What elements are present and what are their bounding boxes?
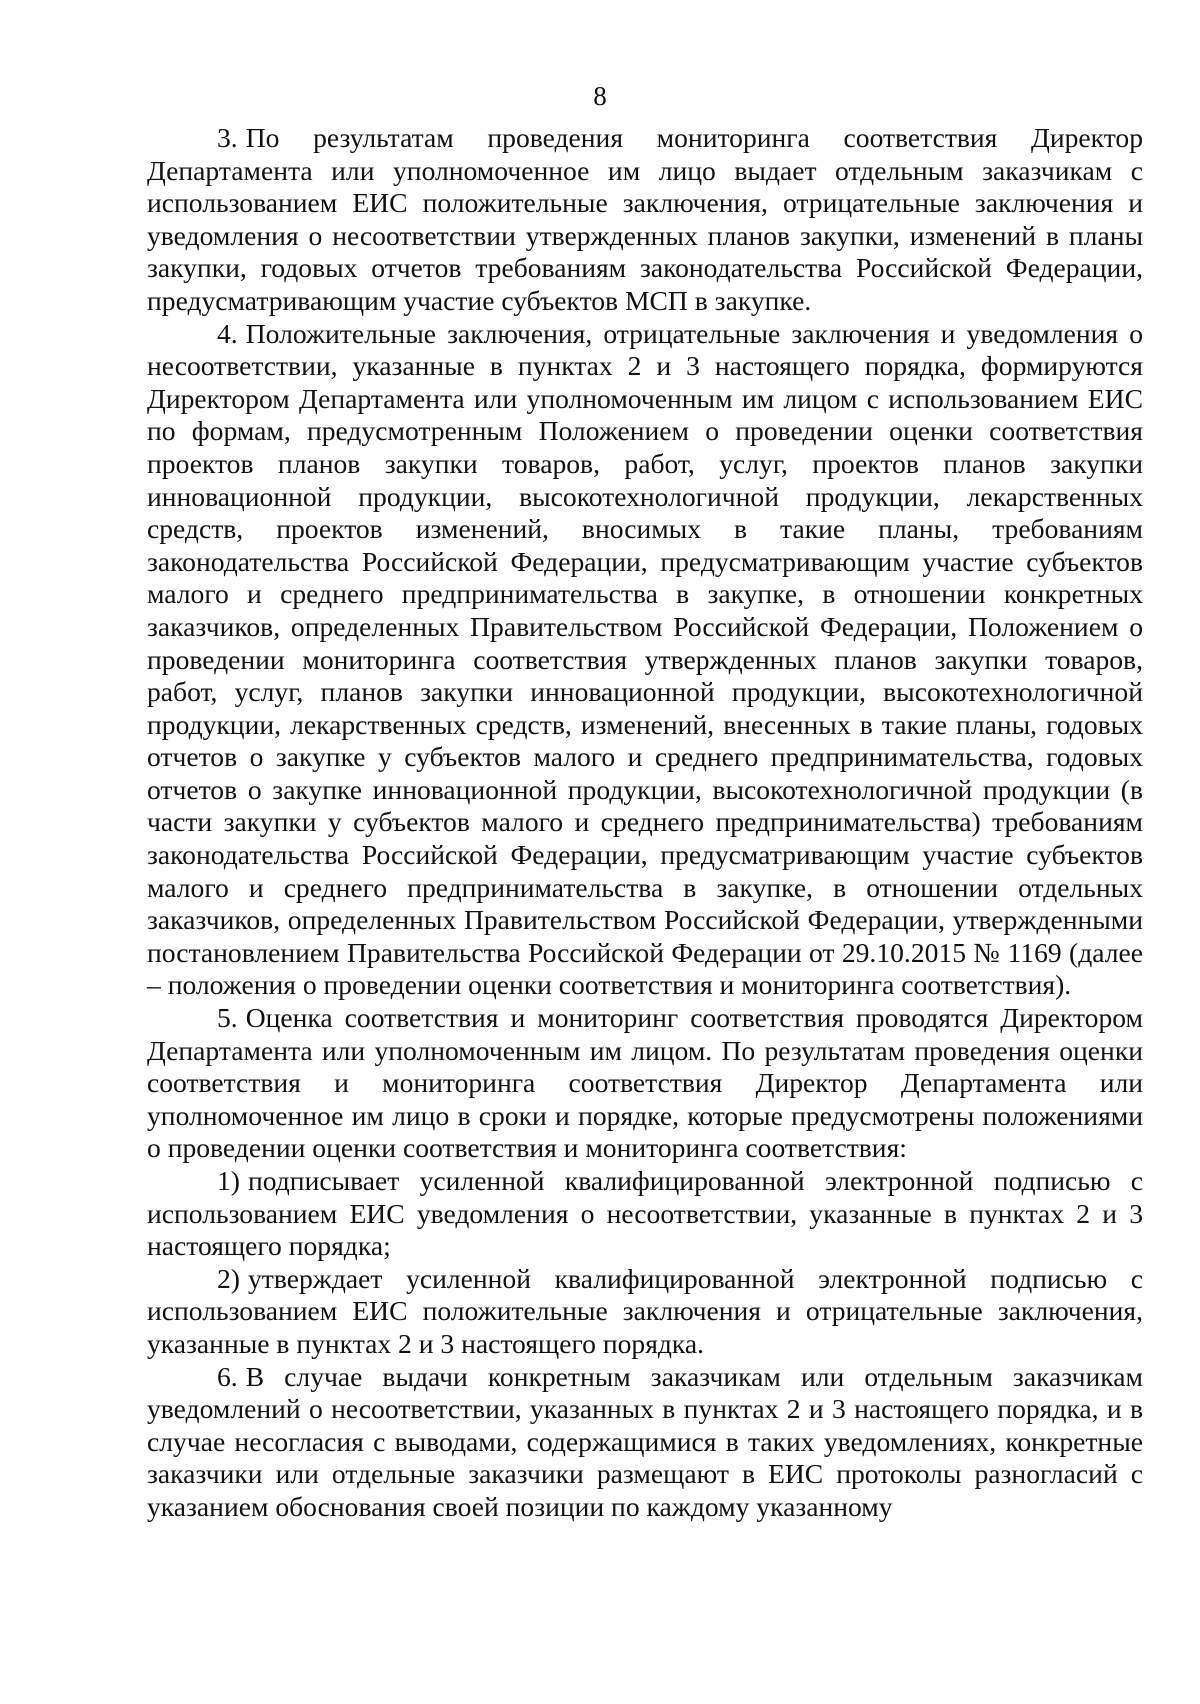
paragraph-number: 3.: [217, 122, 238, 153]
document-body: [147, 122, 1143, 1524]
subparagraph-2: [147, 1263, 1143, 1361]
subparagraph-text: подписывает усиленной квалифицированной электронной подписью с использованием ЕИС уведомления о несоответствии, указанные в пунктах 2 и 3 настоящего порядка;: [147, 1165, 1143, 1262]
subparagraph-text: утверждает усиленной квалифицированной электронной подписью с использованием ЕИС положительные заключения и отрицательные заключения, указанные в пунктах 2 и 3 настоящего порядка.: [147, 1262, 1143, 1359]
paragraph-text: В случае выдачи конкретным заказчикам или отдельным заказчикам уведомлений о несоответствии, указанных в пунктах 2 и 3 настоящего порядка, и в случае несогласия с выводами, содержащимися в таких уведомлениях, конкретные заказчики или отдельные заказчики размещают в ЕИС протоколы разногласий с указанием обоснования своей позиции по каждому указанному: [147, 1360, 1143, 1522]
paragraph-number: 5.: [217, 1002, 238, 1034]
paragraph-text: По результатам проведения мониторинга соответствия Директор Департамента или уполномоченное им лицо выдает отдельным заказчикам с использованием ЕИС положительные заключения, отрицательные заключения и уведомления о несоответствии утвержденных планов закупки, изменений в планы закупки, годовых отчетов требованиям законодательства Российской Федерации, предусматривающим участие субъектов МСП в закупке.: [147, 122, 1143, 316]
page-number: 8: [593, 81, 607, 111]
subparagraph-1: [147, 1165, 1143, 1263]
paragraph-4: [147, 318, 1143, 1002]
paragraph-text: Положительные заключения, отрицательные заключения и уведомления о несоответствии, указанные в пунктах 2 и 3 настоящего порядка, формируются Директором Департамента или уполномоченным им лицом с использованием ЕИС по формам, предусмотренным Положением о проведении оценки соответствия проектов планов закупки товаров, работ, услуг, проектов планов закупки инновационной продукции, высокотехнологичной продукции, лекарственных средств, проектов изменений, вносимых в такие планы, требованиям законодательства Российской Федерации, предусматривающим участие субъектов малого и среднего предпринимательства в закупке, в отношении конкретных заказчиков, определенных Правительством Российской Федерации, Положением о проведении мониторинга соответствия утвержденных планов закупки товаров, работ, услуг, планов закупки инновационной продукции, высокотехнологичной продукции, лекарственных средств, изменений, внесенных в такие планы, годовых отчетов о закупке у субъектов малого и среднего предпринимательства, годовых отчетов о закупке инновационной продукции, высокотехнологичной продукции (в части закупки у субъектов малого и среднего предпринимательства) требованиям законодательства Российской Федерации, предусматривающим участие субъектов малого и среднего предпринимательства в закупке, в отношении отдельных заказчиков, определенных Правительством Российской Федерации, утвержденными постановлением Правительства Российской Федерации от 29.10.2015 № 1169 (далее – положения о проведении оценки соответствия и мониторинга соответствия).: [147, 317, 1143, 1001]
subparagraph-number: 2): [217, 1262, 240, 1294]
subparagraph-number: 1): [217, 1165, 240, 1196]
paragraph-number: 4.: [217, 317, 238, 349]
paragraph-6: [147, 1361, 1143, 1524]
paragraph-5: [147, 1002, 1143, 1165]
paragraph-3: [147, 122, 1143, 318]
paragraph-number: 6.: [217, 1360, 238, 1392]
paragraph-text: Оценка соответствия и мониторинг соответствия проводятся Директором Департамента или уполномоченным им лицом. По результатам проведения оценки соответствия и мониторинга соответствия Директор Департамента или уполномоченное им лицо в сроки и порядке, которые предусмотрены положениями о проведении оценки соответствия и мониторинга соответствия:: [147, 1002, 1143, 1164]
